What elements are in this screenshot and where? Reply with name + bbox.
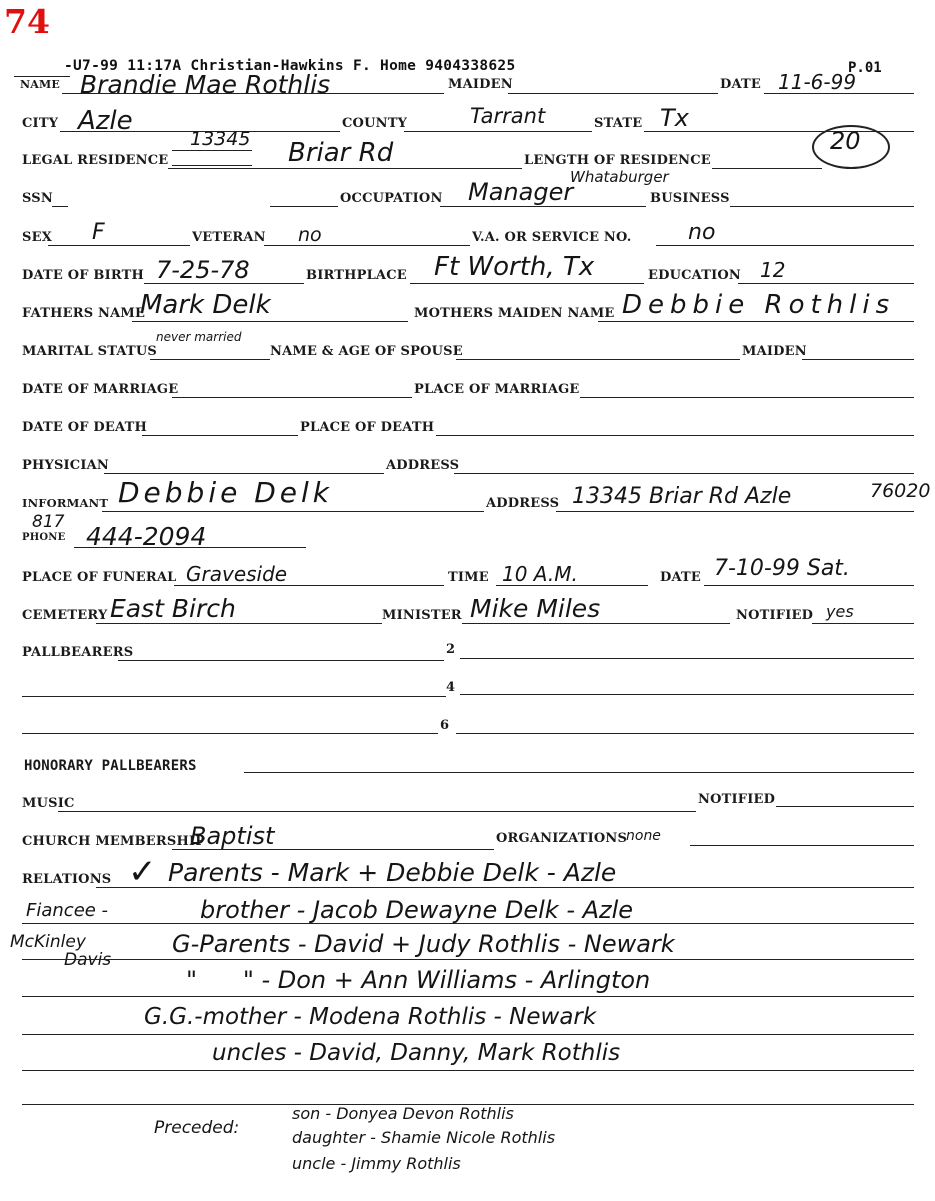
- city-label: CITY: [22, 116, 59, 131]
- relation-line-2: brother - Jacob Dewayne Delk - Azle: [200, 896, 634, 924]
- maiden-label: MAIDEN: [448, 77, 513, 92]
- date-of-death-label: DATE OF DEATH: [22, 420, 147, 435]
- date-label: DATE: [720, 77, 762, 92]
- state-label: STATE: [594, 116, 643, 131]
- city-value[interactable]: Azle: [78, 106, 133, 136]
- date-of-birth-label: DATE OF BIRTH: [22, 268, 145, 283]
- physician-address-label: ADDRESS: [386, 458, 460, 473]
- minister-label: MINISTER: [382, 608, 462, 623]
- place-of-death-label: PLACE OF DEATH: [300, 420, 435, 435]
- spouse-maiden-label: MAIDEN: [742, 344, 807, 359]
- business-value[interactable]: Whataburger: [570, 168, 669, 186]
- county-label: COUNTY: [342, 116, 408, 131]
- birthplace-label: BIRTHPLACE: [306, 268, 407, 283]
- legal-residence-label: LEGAL RESIDENCE: [22, 153, 169, 168]
- date-of-birth-value[interactable]: 7-25-78: [156, 256, 250, 284]
- honorary-pallbearers-label: HONORARY PALLBEARERS: [24, 758, 197, 774]
- circled-number-value: 20: [830, 127, 861, 155]
- name-label: NAME: [20, 78, 60, 91]
- sex-label: SEX: [22, 230, 52, 245]
- mothers-maiden-name-value[interactable]: Debbie Rothlis: [622, 290, 896, 320]
- pallbearers-label: PALLBEARERS: [22, 645, 134, 660]
- va-service-no-value[interactable]: no: [688, 220, 716, 245]
- cemetery-value[interactable]: East Birch: [110, 594, 236, 623]
- music-label: MUSIC: [22, 796, 75, 811]
- fax-header-line: -U7-99 11:17A Christian-Hawkins F. Home 9404338625: [64, 58, 516, 74]
- place-of-marriage-label: PLACE OF MARRIAGE: [414, 382, 580, 397]
- birthplace-value[interactable]: Ft Worth, Tx: [434, 252, 595, 282]
- preceded-line-1: son - Donyea Devon Rothlis: [292, 1104, 514, 1123]
- mothers-maiden-name-label: MOTHERS MAIDEN NAME: [414, 306, 615, 321]
- organizations-value[interactable]: none: [626, 828, 661, 844]
- informant-address-label: ADDRESS: [486, 496, 560, 511]
- church-membership-label: CHURCH MEMBERSHIP: [22, 834, 206, 849]
- fax-page-marker: P.01: [848, 60, 882, 76]
- church-membership-value[interactable]: Baptist: [190, 822, 275, 850]
- county-value[interactable]: Tarrant: [470, 104, 546, 128]
- ssn-label: SSN: [22, 191, 53, 206]
- relation-line-1: Parents - Mark + Debbie Delk - Azle: [168, 858, 617, 887]
- informant-value[interactable]: Debbie Delk: [118, 476, 334, 509]
- cemetery-label: CEMETERY: [22, 608, 108, 623]
- notified-value[interactable]: yes: [826, 602, 854, 621]
- fathers-name-label: FATHERS NAME: [22, 306, 146, 321]
- occupation-label: OCCUPATION: [340, 191, 443, 206]
- funeral-date-label: DATE: [660, 570, 702, 585]
- music-notified-label: NOTIFIED: [698, 792, 776, 807]
- relation-line-4: " " - Don + Ann Williams - Arlington: [186, 966, 651, 994]
- notified-label: NOTIFIED: [736, 608, 814, 623]
- preceded-line-3: uncle - Jimmy Rothlis: [292, 1154, 461, 1173]
- struck-number-mark: [172, 150, 252, 166]
- phone-value[interactable]: 444-2094: [86, 522, 207, 551]
- veteran-value[interactable]: no: [298, 224, 322, 246]
- relations-label: RELATIONS: [22, 872, 112, 887]
- place-of-funeral-label: PLACE OF FUNERAL: [22, 570, 177, 585]
- time-value[interactable]: 10 A.M.: [502, 562, 578, 586]
- informant-zip[interactable]: 76020: [870, 480, 931, 502]
- relations-margin-note-3: Davis: [64, 950, 112, 970]
- state-value[interactable]: Tx: [660, 104, 689, 132]
- page-number: 74: [4, 2, 50, 41]
- veteran-label: VETERAN: [192, 230, 266, 245]
- informant-label: INFORMANT: [22, 496, 109, 510]
- pallbearer-2-label: 2: [446, 642, 456, 657]
- fathers-name-value[interactable]: Mark Delk: [140, 290, 271, 320]
- occupation-value[interactable]: Manager: [468, 178, 574, 206]
- check-mark: ✓: [128, 852, 157, 892]
- preceded-label: Preceded:: [154, 1118, 240, 1138]
- place-of-funeral-value[interactable]: Graveside: [186, 562, 288, 586]
- business-label: BUSINESS: [650, 191, 730, 206]
- length-of-residence-label: LENGTH OF RESIDENCE: [524, 153, 711, 168]
- pallbearer-4-label: 4: [446, 680, 456, 695]
- preceded-line-2: daughter - Shamie Nicole Rothlis: [292, 1128, 556, 1147]
- marital-status-label: MARITAL STATUS: [22, 344, 158, 359]
- sex-value[interactable]: F: [92, 220, 105, 245]
- organizations-label: ORGANIZATIONS: [496, 831, 628, 846]
- physician-label: PHYSICIAN: [22, 458, 110, 473]
- phone-area-code[interactable]: 817: [32, 512, 65, 532]
- legal-residence-street[interactable]: Briar Rd: [288, 138, 394, 168]
- relation-line-6: uncles - David, Danny, Mark Rothlis: [212, 1040, 621, 1066]
- relations-margin-note-2: McKinley: [10, 932, 86, 952]
- pallbearer-6-label: 6: [440, 718, 450, 733]
- education-value[interactable]: 12: [760, 258, 786, 282]
- phone-label: PHONE: [22, 532, 66, 543]
- funeral-date-value[interactable]: 7-10-99 Sat.: [714, 556, 850, 581]
- name-value[interactable]: Brandie Mae Rothlis: [80, 70, 331, 99]
- date-of-marriage-label: DATE OF MARRIAGE: [22, 382, 179, 397]
- marital-status-value[interactable]: never married: [156, 330, 242, 344]
- time-label: TIME: [448, 570, 489, 585]
- minister-value[interactable]: Mike Miles: [470, 594, 601, 623]
- va-service-no-label: V.A. OR SERVICE NO.: [472, 230, 632, 245]
- relations-margin-note-1: Fiancee -: [26, 900, 109, 921]
- informant-address-value[interactable]: 13345 Briar Rd Azle: [572, 484, 792, 509]
- relation-line-5: G.G.-mother - Modena Rothlis - Newark: [144, 1004, 597, 1030]
- relation-line-3: G-Parents - David + Judy Rothlis - Newark: [172, 930, 675, 958]
- legal-residence-number[interactable]: 13345: [190, 128, 251, 150]
- education-label: EDUCATION: [648, 268, 742, 283]
- spouse-label: NAME & AGE OF SPOUSE: [270, 344, 463, 359]
- date-value[interactable]: 11-6-99: [778, 70, 857, 94]
